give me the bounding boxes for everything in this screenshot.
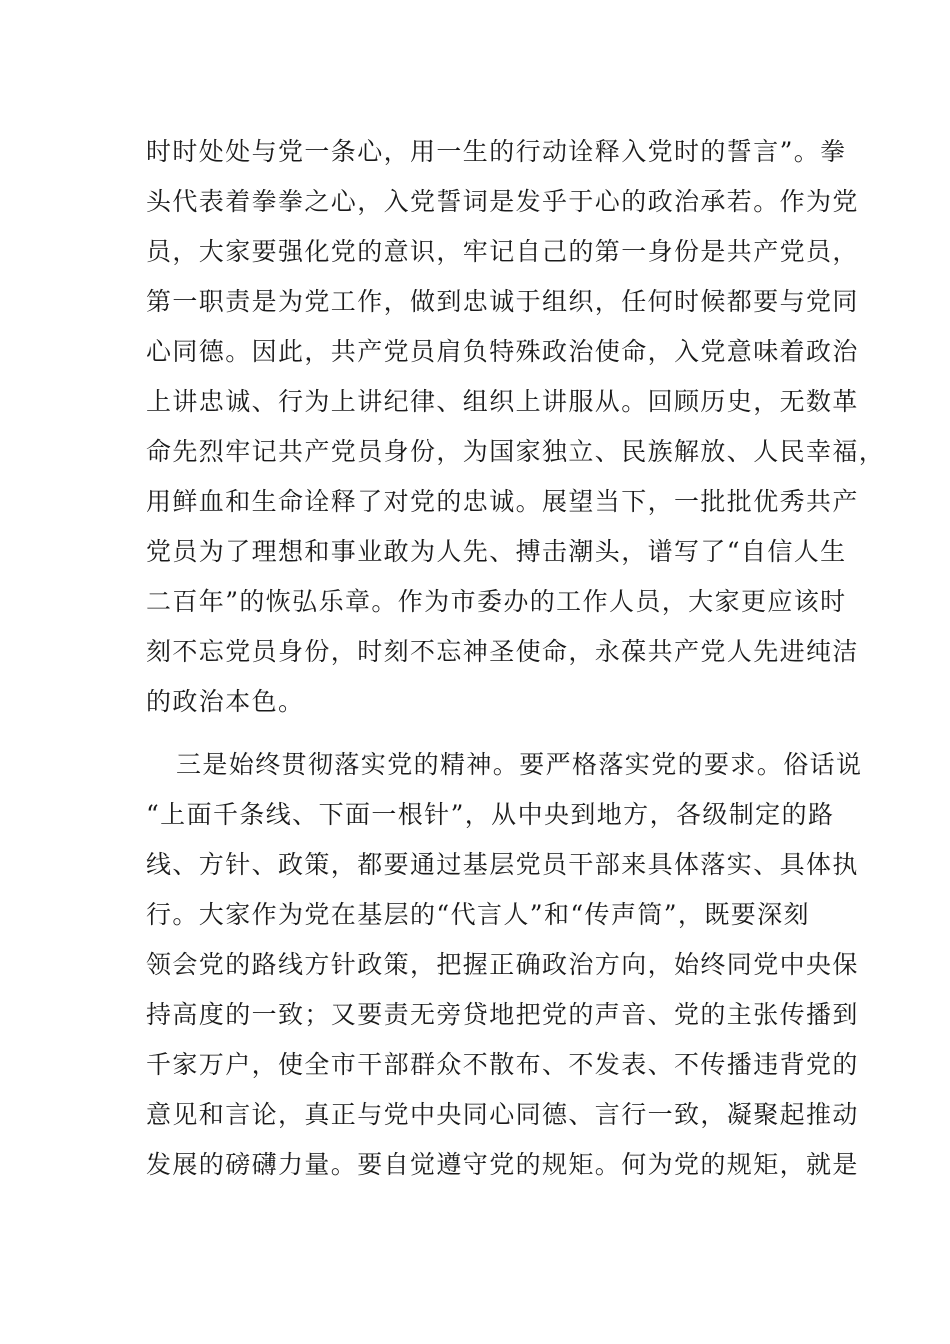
text-line: 刻不忘党员身份，时刻不忘神圣使命，永葆共产党人先进纯洁	[146, 637, 859, 666]
text-line: 的政治本色。	[146, 687, 305, 716]
text-line: 发展的磅礴力量。要自觉遵守党的规矩。何为党的规矩，就是	[146, 1150, 859, 1179]
text-line: 意见和言论，真正与党中央同心同德、言行一致，凝聚起推动	[146, 1100, 859, 1129]
text-line: 员，大家要强化党的意识，牢记自己的第一身份是共产党员，	[146, 237, 859, 266]
text-line: 头代表着拳拳之心，入党誓词是发乎于心的政治承若。作为党	[146, 187, 859, 216]
text-line: 行。大家作为党在基层的“代言人”和“传声筒”，既要深刻	[146, 900, 810, 929]
text-line: 线、方针、政策，都要通过基层党员干部来具体落实、具体执	[146, 850, 859, 879]
text-line: 第一职责是为党工作，做到忠诚于组织，任何时候都要与党同	[146, 287, 859, 316]
text-line: 心同德。因此，共产党员肩负特殊政治使命，入党意味着政治	[146, 337, 859, 366]
text-line: 命先烈牢记共产党员身份，为国家独立、民族解放、人民幸福，	[146, 437, 886, 466]
text-line: 用鲜血和生命诠释了对党的忠诚。展望当下，一批批优秀共产	[146, 487, 859, 516]
text-line: 领会党的路线方针政策，把握正确政治方向，始终同党中央保	[146, 950, 859, 979]
text-line: 二百年”的恢弘乐章。作为市委办的工作人员，大家更应该时	[146, 587, 847, 616]
text-line: 时时处处与党一条心，用一生的行动诠释入党时的誓言”。拳	[146, 137, 847, 166]
text-line: 党员为了理想和事业敢为人先、搏击潮头，谱写了“自信人生	[146, 537, 847, 566]
text-line: 千家万户，使全市干部群众不散布、不发表、不传播违背党的	[146, 1050, 859, 1079]
text-line: 三是始终贯彻落实党的精神。要严格落实党的要求。俗话说	[176, 750, 863, 779]
text-line: 上讲忠诚、行为上讲纪律、组织上讲服从。回顾历史，无数革	[146, 387, 859, 416]
text-line: “上面千条线、下面一根针”，从中央到地方，各级制定的路	[146, 800, 835, 829]
text-line: 持高度的一致；又要责无旁贷地把党的声音、党的主张传播到	[146, 1000, 859, 1029]
